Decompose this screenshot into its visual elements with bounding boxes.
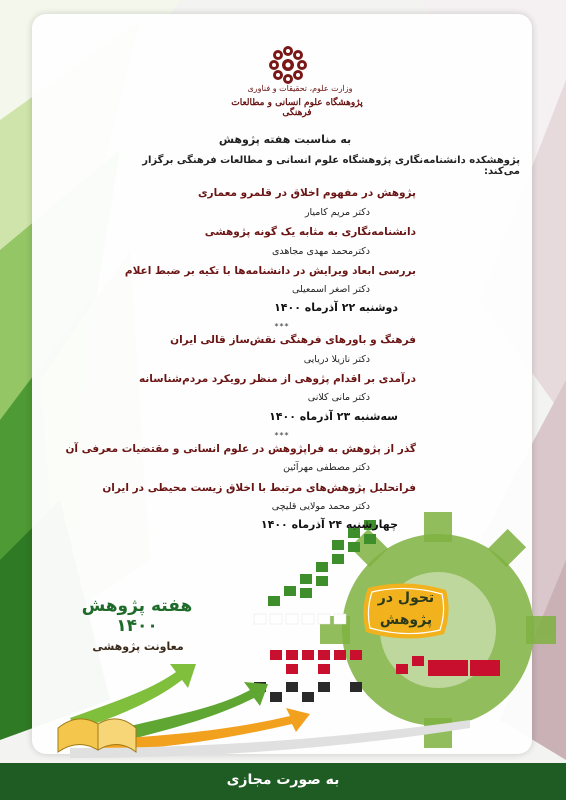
deputy-name: معاونت پژوهشی bbox=[92, 640, 184, 653]
talk-title: فرهنگ و باورهای فرهنگی نقش‌ساز قالی ایران bbox=[170, 334, 416, 346]
footer-bar bbox=[0, 763, 566, 800]
institute-name: پژوهشگاه علوم انسانی و مطالعات فرهنگی bbox=[231, 98, 363, 118]
separator: *** bbox=[274, 322, 290, 331]
ministry-name: وزارت علوم، تحقیقات و فناوری bbox=[247, 84, 353, 93]
session-day: چهارشنبه ۲۴ آذرماه ۱۴۰۰ bbox=[260, 518, 398, 531]
talk-title: درآمدی بر اقدام پژوهی از منظر رویکرد مردم‌شناسانه bbox=[138, 373, 416, 385]
transformation-badge bbox=[360, 580, 452, 642]
institute-logo-icon bbox=[267, 44, 309, 86]
session-day: دوشنبه ۲۲ آذرماه ۱۴۰۰ bbox=[274, 301, 398, 314]
talk-speaker: دکترمحمد مهدی مجاهدی bbox=[271, 246, 370, 257]
talk-speaker: دکتر نازیلا دریایی bbox=[303, 354, 370, 365]
talk-title: بررسی ابعاد ویرایش در دانشنامه‌ها با تکیه بر ضبط اعلام bbox=[124, 265, 416, 277]
footer-text: به صورت مجازی bbox=[226, 772, 340, 788]
talk-title: فراتحلیل پژوهش‌های مرتبط با اخلاق زیست محیطی در ایران bbox=[102, 482, 416, 494]
talk-title: گذر از پژوهش به فراپژوهش در علوم انسانی و مقتضیات معرفی آن bbox=[65, 443, 416, 455]
research-week-title: هفته پژوهش ۱۴۰۰ bbox=[81, 596, 193, 636]
separator: *** bbox=[274, 431, 290, 440]
talk-speaker: دکتر محمد مولایی قلیچی bbox=[271, 501, 370, 512]
talk-title: دانشنامه‌نگاری به مثابه یک گونه پژوهشی bbox=[204, 226, 416, 238]
occasion-heading: به مناسبت هفته پژوهش bbox=[218, 133, 352, 146]
session-day: سه‌شنبه ۲۳ آذرماه ۱۴۰۰ bbox=[269, 410, 398, 423]
talk-speaker: دکتر مصطفی مهرآئین bbox=[283, 462, 370, 473]
intro-text: پژوهشکده دانشنامه‌نگاری پژوهشگاه علوم انسانی و مطالعات فرهنگی برگزار می‌کند: bbox=[142, 155, 520, 177]
talk-speaker: دکتر مریم کامیار bbox=[304, 207, 370, 218]
badge-line1: تحول در bbox=[377, 590, 435, 606]
talk-title: پژوهش در مفهوم اخلاق در قلمرو معماری bbox=[197, 187, 416, 199]
badge-line2: پژوهش bbox=[379, 612, 433, 628]
talk-speaker: دکتر مانی کلانی bbox=[307, 392, 370, 403]
talk-speaker: دکتر اصغر اسمعیلی bbox=[291, 284, 370, 295]
